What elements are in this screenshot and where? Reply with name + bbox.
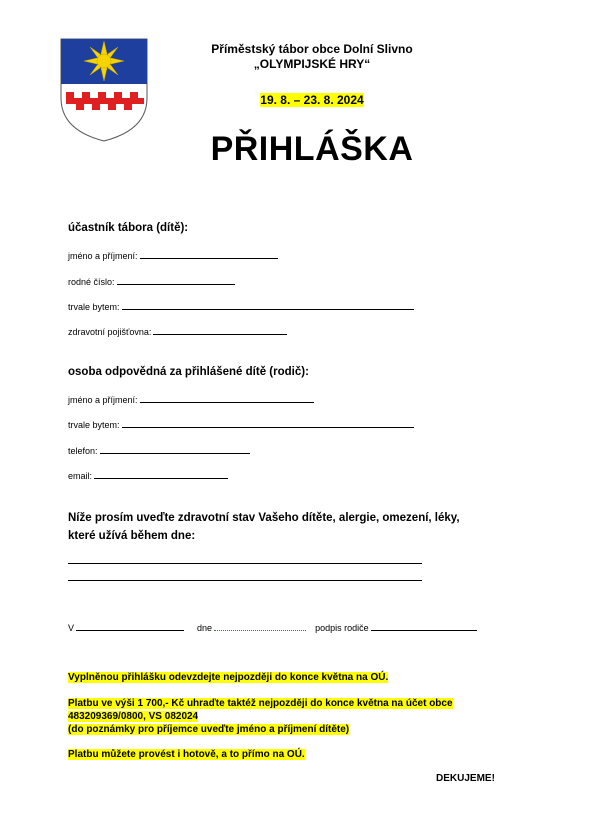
place-fill-line[interactable] bbox=[76, 622, 184, 631]
child-address-field[interactable] bbox=[68, 301, 414, 312]
parent-phone-field[interactable] bbox=[68, 445, 250, 456]
child-insurance-field[interactable] bbox=[68, 326, 287, 337]
field-label: trvale bytem: bbox=[68, 302, 120, 312]
payment-note-2-text: 483209369/0800, VS 082024 bbox=[68, 711, 199, 722]
health-fill-line-2[interactable] bbox=[68, 580, 422, 581]
parent-section-heading: osoba odpovědná za přihlášené dítě (rodič): bbox=[68, 366, 309, 378]
signature-fill-line[interactable] bbox=[371, 622, 477, 631]
payment-note-3-text: (do poznámky pro příjemce uveďte jméno a příjmení dítěte) bbox=[68, 724, 350, 735]
child-name-field[interactable] bbox=[68, 250, 278, 261]
parent-address-field[interactable] bbox=[68, 419, 414, 430]
field-label: email: bbox=[68, 471, 93, 481]
field-label: telefon: bbox=[68, 446, 98, 456]
field-label: jméno a příjmení: bbox=[68, 251, 138, 261]
page-title: PŘIHLÁŠKA bbox=[210, 130, 414, 168]
fill-line bbox=[153, 326, 287, 335]
field-label: jméno a příjmení: bbox=[68, 395, 138, 405]
fill-line bbox=[122, 301, 414, 310]
payment-note-1-text: Platbu ve výši 1 700,- Kč uhraďte taktéž nejpozději do konce května na účet obce bbox=[68, 698, 453, 709]
signature-row bbox=[68, 622, 477, 633]
place-prefix: V bbox=[68, 623, 75, 633]
fill-line bbox=[140, 394, 314, 403]
camp-name: Příměstský tábor obce Dolní Slivno bbox=[211, 42, 413, 56]
fill-line bbox=[140, 250, 278, 259]
parent-name-field[interactable] bbox=[68, 394, 314, 405]
camp-dates bbox=[120, 93, 504, 107]
health-heading-line2: které užívá během dne: bbox=[68, 530, 196, 542]
field-label: zdravotní pojišťovna: bbox=[68, 327, 152, 337]
child-section-heading: účastník tábora (dítě): bbox=[68, 222, 189, 234]
payment-note-2 bbox=[68, 711, 198, 722]
parent-email-field[interactable] bbox=[68, 470, 228, 481]
closing-thanks: DEKUJEME! bbox=[436, 773, 495, 784]
health-fill-line-1[interactable] bbox=[68, 563, 422, 564]
field-label: rodné číslo: bbox=[68, 277, 115, 287]
date-fill-line[interactable] bbox=[214, 622, 306, 631]
fill-line bbox=[117, 276, 235, 285]
cash-note bbox=[68, 749, 305, 760]
cash-note-text: Platbu můžete provést i hotově, a to přímo na OÚ. bbox=[68, 749, 305, 760]
payment-note-1 bbox=[68, 698, 453, 709]
child-birth-number-field[interactable] bbox=[68, 276, 235, 287]
fill-line bbox=[100, 445, 250, 454]
camp-theme: „OLYMPIJSKÉ HRY“ bbox=[253, 57, 371, 71]
health-heading-line1: Níže prosím uveďte zdravotní stav Vašeho dítěte, alergie, omezení, léky, bbox=[68, 512, 460, 524]
date-label: dne bbox=[197, 623, 213, 633]
fill-line bbox=[122, 419, 414, 428]
payment-note-3 bbox=[68, 724, 349, 735]
field-label: trvale bytem: bbox=[68, 420, 120, 430]
signature-label: podpis rodiče bbox=[315, 623, 369, 633]
camp-dates-text: 19. 8. – 23. 8. 2024 bbox=[260, 93, 364, 107]
fill-line bbox=[94, 470, 228, 479]
return-note bbox=[68, 672, 388, 683]
return-note-text: Vyplněnou přihlášku odevzdejte nejpozději do konce května na OÚ. bbox=[68, 672, 389, 683]
